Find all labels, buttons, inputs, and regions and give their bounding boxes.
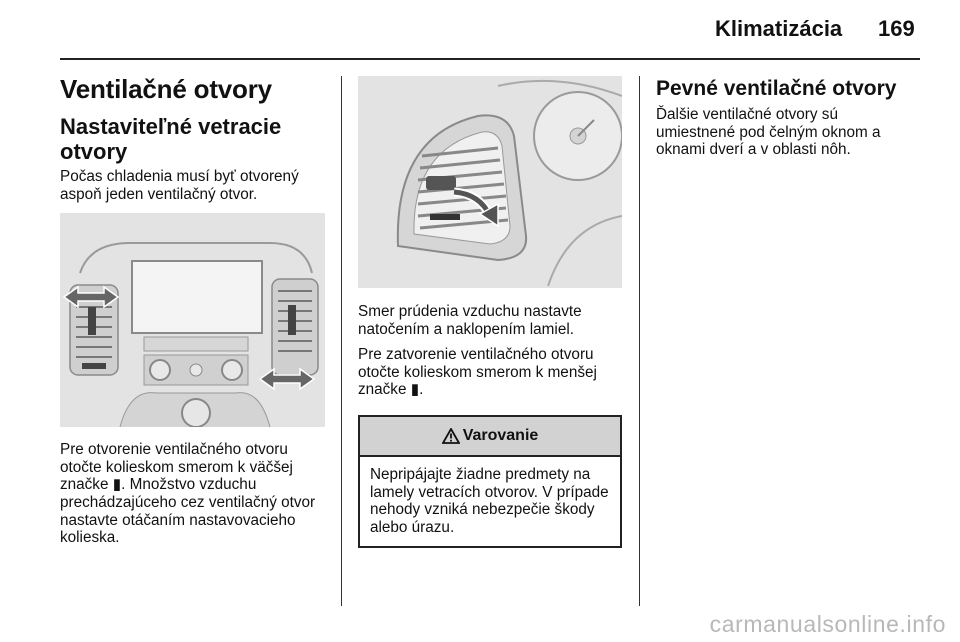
warning-text: Nepripájajte žiadne predmety na lamely vetracích otvorov. V prípade nehody vzniká nebezpečie škody alebo úrazu. <box>370 465 609 536</box>
subsection-heading: Nastaviteľné vetracie otvory <box>60 114 282 164</box>
page-number: 169 <box>878 16 915 41</box>
section-heading: Ventilačné otvory <box>60 74 272 104</box>
column-divider-1 <box>341 76 342 606</box>
open-vent-text: Pre otvorenie ventilačného otvoru otočte kolieskom smerom k väčšej značke <box>60 441 293 494</box>
warning-box <box>358 415 622 548</box>
column-divider-2 <box>639 76 640 606</box>
header-rule <box>60 58 920 60</box>
close-vent-period: . <box>419 381 424 399</box>
warning-header <box>360 417 620 457</box>
intro-paragraph <box>60 168 325 203</box>
warning-triangle-icon <box>442 428 460 444</box>
side-vent-figure <box>358 76 622 288</box>
direction-paragraph: Smer prúdenia vzduchu nastavte natočením a naklopením lamiel. <box>358 303 582 338</box>
column-3 <box>656 76 921 159</box>
small-mark-glyph: ▮ <box>410 381 420 399</box>
center-console-vents-figure <box>60 213 325 427</box>
fixed-vents-paragraph: Ďalšie ventilačné otvory sú umiestnené pod čelným oknom a oknami dverí a v oblasti nôh. <box>656 106 881 159</box>
open-vent-paragraph <box>60 441 325 547</box>
intro-text: Počas chladenia musí byť otvorený aspoň jeden ventilačný otvor. <box>60 168 299 203</box>
warning-body <box>360 457 620 546</box>
airflow-text: . Množstvo vzduchu prechádzajúceho cez ventilačný otvor nastavte otáčaním nastavovacieho kolieska. <box>60 476 316 547</box>
section-title: Klimatizácia <box>715 16 843 41</box>
column-1 <box>60 74 325 547</box>
fixed-vents-heading: Pevné ventilačné otvory <box>656 77 897 100</box>
warning-title: Varovanie <box>462 426 539 444</box>
close-vent-text: Pre zatvorenie ventilačného otvoru otočte kolieskom smerom k menšej značke <box>358 346 597 399</box>
site-watermark: carmanualsonline.info <box>709 611 946 637</box>
column-2 <box>358 76 622 548</box>
close-vent-paragraph <box>358 346 622 399</box>
large-mark-glyph: ▮ <box>112 476 122 494</box>
